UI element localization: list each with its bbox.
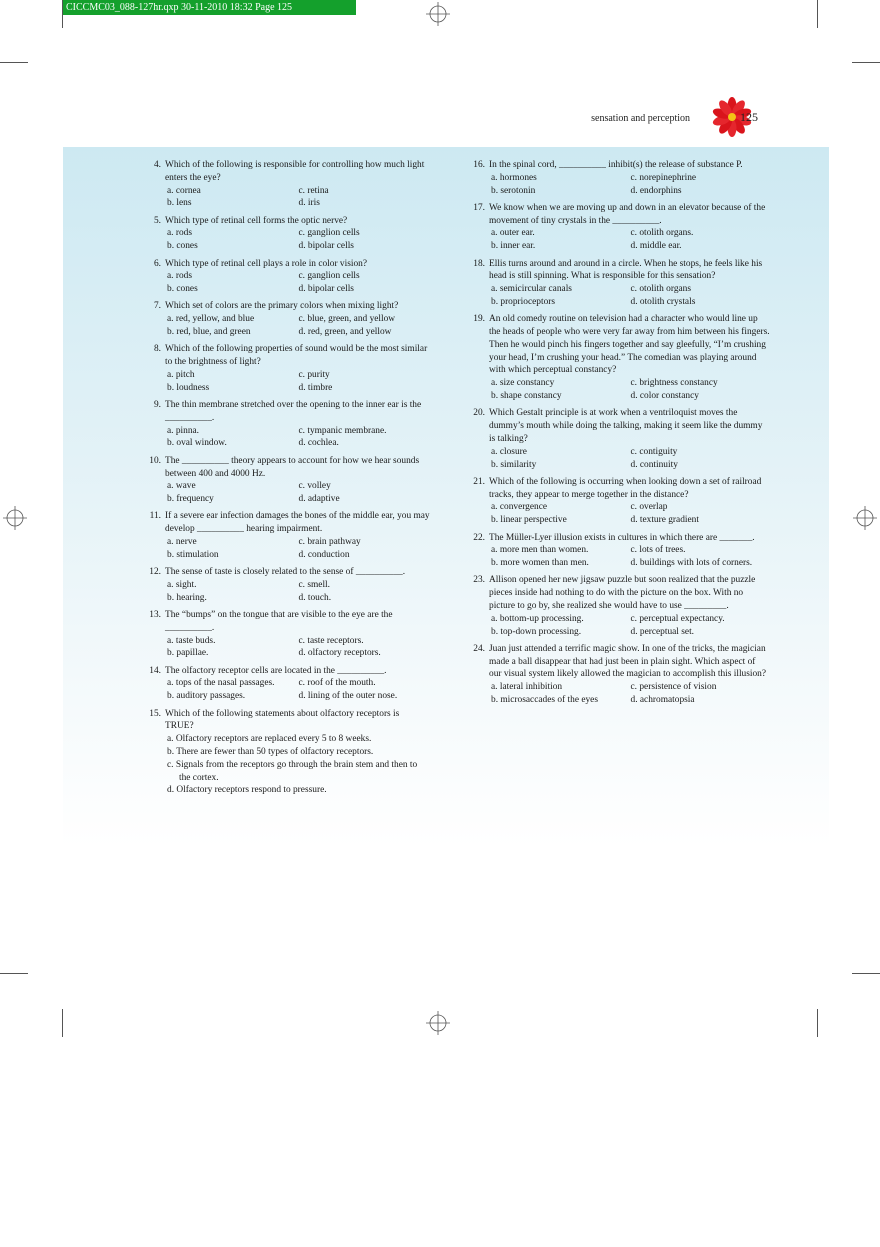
answer-option: b. hearing. [167, 592, 207, 603]
answer-options [489, 544, 770, 570]
answer-option: c. blue, green, and yellow [298, 314, 396, 325]
question-number: 8. [153, 344, 161, 355]
question-text: The Müller-Lyer illusion exists in cultures in which there are _______. [489, 532, 755, 543]
answer-option: c. tympanic membrane. [298, 425, 387, 436]
answer-option: d. buildings with lots of corners. [630, 558, 753, 569]
answer-option: a. outer ear. [491, 228, 535, 239]
answer-options [165, 227, 430, 253]
answer-option: a. pinna. [167, 425, 200, 436]
answer-option: c. contiguity [630, 446, 678, 457]
answer-option: d. conduction [298, 549, 350, 560]
answer-option: d. achromatopsia [630, 695, 695, 706]
crop-mark [852, 62, 880, 63]
question-text: The __________ theory appears to account for how we hear sounds between 400 and 4000 Hz. [165, 455, 420, 479]
answer-option: d. cochlea. [298, 438, 339, 449]
question-item [146, 399, 430, 450]
answer-option: d. timbre [298, 382, 333, 393]
question-text: The thin membrane stretched over the opening to the inner ear is the __________. [165, 400, 422, 423]
answer-options [165, 677, 430, 703]
question-number: 12. [149, 567, 161, 578]
answer-option: a. convergence [491, 502, 548, 513]
answer-option: b. cones [167, 241, 198, 252]
answer-option: b. There are fewer than 50 types of olfactory receptors. [167, 746, 374, 757]
question-text: In the spinal cord, __________ inhibit(s) the release of substance P. [489, 160, 743, 170]
answer-option: d. texture gradient [630, 515, 699, 526]
question-item [146, 609, 430, 660]
answer-option: d. touch. [298, 592, 332, 603]
crop-mark [0, 973, 28, 974]
answer-option: a. taste buds. [167, 635, 216, 646]
crop-mark [852, 973, 880, 974]
question-item [146, 665, 430, 703]
answer-options [165, 425, 430, 451]
answer-option: b. linear perspective [491, 515, 567, 526]
answer-option: b. lens [167, 198, 192, 209]
running-header: sensation and perception [591, 113, 690, 124]
answer-option: b. oval window. [167, 438, 227, 449]
answer-option: b. red, blue, and green [167, 327, 251, 338]
answer-option: b. more women than men. [491, 558, 589, 569]
answer-option: d. bipolar cells [298, 241, 354, 252]
answer-option: c. norepinephrine [630, 172, 697, 183]
answer-option: b. stimulation [167, 549, 219, 560]
question-column-right [470, 159, 770, 711]
answer-option: a. cornea [167, 185, 201, 196]
question-number: 5. [153, 215, 161, 226]
answer-option: a. rods [167, 271, 192, 282]
question-text: Which type of retinal cell plays a role in color vision? [165, 258, 368, 269]
answer-option: c. taste receptors. [298, 635, 364, 646]
crop-mark [817, 1009, 818, 1037]
answer-option: d. red, green, and yellow [298, 327, 392, 338]
answer-option: d. adaptive [298, 494, 340, 505]
answer-options [489, 283, 770, 309]
answer-option: c. brightness constancy [630, 378, 718, 389]
answer-options [489, 501, 770, 527]
question-item [470, 643, 770, 707]
question-number: 24. [473, 643, 485, 654]
answer-option: c. lots of trees. [630, 545, 686, 556]
answer-options [489, 377, 770, 403]
answer-option: a. sight. [167, 579, 197, 590]
answer-option: b. proprioceptors [491, 296, 556, 307]
answer-option: c. brain pathway [298, 537, 361, 548]
answer-option: b. loudness [167, 382, 210, 393]
question-item [146, 258, 430, 296]
answer-option: a. lateral inhibition [491, 682, 563, 693]
answer-option: d. otolith crystals [630, 296, 696, 307]
question-number: 9. [153, 400, 161, 411]
registration-mark-icon [853, 506, 877, 530]
question-item [470, 159, 770, 197]
question-item [146, 215, 430, 253]
answer-option: b. inner ear. [491, 241, 536, 252]
answer-option: d. Olfactory receptors respond to pressure. [167, 785, 327, 796]
answer-option: c. volley [298, 481, 331, 492]
answer-option: d. middle ear. [630, 241, 682, 252]
answer-option: a. more men than women. [491, 545, 589, 556]
answer-option: a. nerve [167, 537, 197, 548]
answer-option: c. roof of the mouth. [298, 678, 376, 689]
question-item [470, 258, 770, 309]
question-number: 16. [473, 160, 485, 170]
question-text: An old comedy routine on television had a character who would line up the heads of people who were very far away from him between his fingers. Then he would pinch his fingers together and say gleefully, “I’m crushing your head, I’m crushing your head.” The comedian was playing around with which perceptual constancy? [489, 314, 770, 376]
question-item [470, 574, 770, 638]
answer-options [165, 536, 430, 562]
question-number: 6. [153, 258, 161, 269]
question-item [146, 708, 430, 798]
answer-options [489, 227, 770, 253]
answer-options [489, 172, 770, 198]
question-text: Which set of colors are the primary colors when mixing light? [165, 301, 399, 312]
answer-option: d. endorphins [630, 185, 682, 196]
answer-option: c. overlap [630, 502, 668, 513]
question-item [470, 313, 770, 403]
answer-option: a. red, yellow, and blue [167, 314, 255, 325]
answer-options [165, 480, 430, 506]
answer-option: b. frequency [167, 494, 214, 505]
answer-options [489, 446, 770, 472]
answer-options [165, 733, 430, 797]
registration-mark-icon [426, 1011, 450, 1035]
question-number: 22. [473, 532, 485, 543]
answer-option: d. color constancy [630, 391, 699, 402]
question-column-left [146, 159, 430, 802]
answer-option: d. continuity [630, 459, 678, 470]
answer-option: a. rods [167, 228, 192, 239]
answer-option: a. tops of the nasal passages. [167, 678, 275, 689]
crop-mark [62, 0, 63, 28]
crop-mark [62, 1009, 63, 1037]
answer-option: d. iris [298, 198, 320, 209]
question-number: 19. [473, 314, 485, 325]
answer-options [165, 579, 430, 605]
answer-option: c. otolith organs [630, 284, 691, 295]
answer-options [165, 369, 430, 395]
registration-mark-icon [426, 2, 450, 26]
answer-option: b. serotonin [491, 185, 536, 196]
question-number: 20. [473, 408, 485, 419]
question-item [146, 300, 430, 338]
question-item [470, 476, 770, 527]
answer-option: a. Olfactory receptors are replaced every 5 to 8 weeks. [167, 734, 372, 745]
question-text: Which of the following statements about olfactory receptors is TRUE? [165, 708, 400, 732]
question-text: Which of the following properties of sound would be the most similar to the brightness of light? [165, 344, 428, 368]
question-item [470, 407, 770, 471]
answer-option: d. lining of the outer nose. [298, 691, 398, 702]
question-text: Juan just attended a terrific magic show. In one of the tricks, the magician made a ball disappear that had just been in plain sight. Which aspect of our visual system likely allowed the magician to accomplish this illusion? [489, 643, 767, 680]
answer-options [489, 613, 770, 639]
question-item [146, 566, 430, 604]
question-text: Which of the following is responsible for controlling how much light enters the eye? [165, 160, 425, 183]
answer-option: c. smell. [298, 579, 331, 590]
question-number: 15. [149, 708, 161, 719]
answer-option: c. ganglion cells [298, 271, 360, 282]
question-number: 17. [473, 202, 485, 213]
question-text: Allison opened her new jigsaw puzzle but soon realized that the puzzle pieces inside had nothing to do with the picture on the box. With no picture to go by, she realized she would have to use _________. [489, 575, 756, 611]
answer-option: a. bottom-up processing. [491, 613, 584, 624]
question-number: 14. [149, 665, 161, 676]
answer-options [165, 635, 430, 661]
answer-option: b. microsaccades of the eyes [491, 695, 598, 706]
answer-option: a. wave [167, 481, 196, 492]
page-number: 125 [740, 110, 758, 124]
question-number: 21. [473, 476, 485, 487]
question-number: 18. [473, 258, 485, 269]
answer-option: c. purity [298, 369, 330, 380]
answer-option: c. ganglion cells [298, 228, 360, 239]
question-number: 7. [153, 301, 161, 312]
answer-option: a. closure [491, 446, 527, 457]
answer-option: a. hormones [491, 172, 537, 183]
answer-option: b. auditory passages. [167, 691, 246, 702]
printer-slug: CICCMC03_088-127hr.qxp 30-11-2010 18:32 Page 125 [62, 0, 356, 15]
answer-option: b. similarity [491, 459, 537, 470]
answer-option: c. otolith organs. [630, 228, 694, 239]
answer-options [489, 681, 770, 707]
answer-option: b. shape constancy [491, 391, 562, 402]
question-item [470, 202, 770, 253]
answer-option: a. semicircular canals [491, 284, 572, 295]
question-item [146, 510, 430, 561]
answer-options [165, 270, 430, 296]
answer-option: b. cones [167, 284, 198, 295]
question-text: If a severe ear infection damages the bones of the middle ear, you may develop __________ hearing impairment. [165, 511, 430, 535]
question-item [470, 532, 770, 570]
question-number: 10. [149, 455, 161, 466]
answer-options [165, 185, 430, 211]
registration-mark-icon [3, 506, 27, 530]
question-number: 13. [149, 610, 161, 620]
answer-option: c. perceptual expectancy. [630, 613, 725, 624]
answer-option: a. size constancy [491, 378, 555, 389]
question-text: Which type of retinal cell forms the optic nerve? [165, 215, 348, 226]
question-item [146, 343, 430, 394]
answer-option: a. pitch [167, 369, 195, 380]
question-text: Which Gestalt principle is at work when a ventriloquist moves the dummy’s mouth while doing the talking, making it seem like the dummy is talking? [489, 408, 763, 444]
question-number: 23. [473, 575, 485, 586]
question-number: 4. [153, 160, 161, 170]
question-text: The “bumps” on the tongue that are visible to the eye are the __________. [165, 610, 393, 633]
answer-option: b. top-down processing. [491, 626, 582, 637]
answer-option: c. Signals from the receptors go through the brain stem and then to the cortex. [167, 759, 418, 783]
crop-mark [0, 62, 28, 63]
answer-option: c. persistence of vision [630, 682, 717, 693]
answer-options [165, 313, 430, 339]
question-text: Ellis turns around and around in a circle. When he stops, he feels like his head is still spinning. What is responsible for this sensation? [489, 258, 763, 282]
answer-option: b. papillae. [167, 648, 209, 659]
question-item [146, 455, 430, 506]
question-text: The olfactory receptor cells are located in the __________. [165, 665, 387, 676]
answer-option: d. bipolar cells [298, 284, 354, 295]
crop-mark [817, 0, 818, 28]
question-item [146, 159, 430, 210]
question-text: We know when we are moving up and down in an elevator because of the movement of tiny crystals in the __________. [489, 202, 766, 226]
answer-option: d. olfactory receptors. [298, 648, 381, 659]
question-text: The sense of taste is closely related to the sense of __________. [165, 567, 406, 578]
question-number: 11. [149, 511, 161, 522]
question-text: Which of the following is occurring when looking down a set of railroad tracks, they appear to merge together in the distance? [489, 476, 762, 500]
answer-option: d. perceptual set. [630, 626, 695, 637]
answer-option: c. retina [298, 185, 329, 196]
